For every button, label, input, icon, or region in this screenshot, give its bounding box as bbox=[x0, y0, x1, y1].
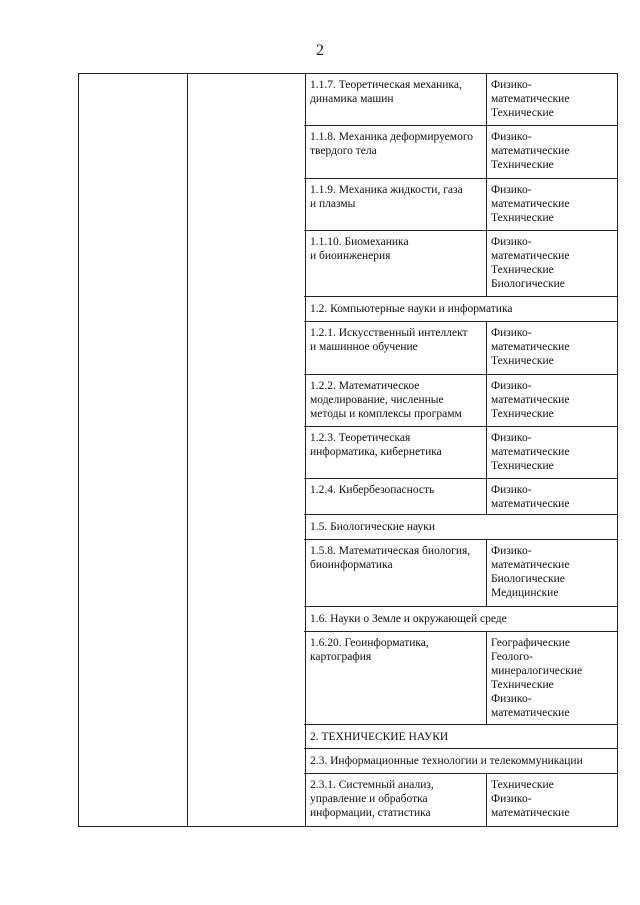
fields-divider bbox=[486, 631, 487, 724]
fields-divider bbox=[486, 321, 487, 374]
science-fields: Физико- математические Технические bbox=[491, 79, 570, 119]
section-header: 1.6. Науки о Земле и окружающей среде bbox=[310, 613, 507, 625]
fields-divider bbox=[486, 374, 487, 426]
section-header: 2. ТЕХНИЧЕСКИЕ НАУКИ bbox=[310, 731, 449, 743]
specialty-name: 1.2.2. Математическое моделирование, численные методы и комплексы программ bbox=[310, 380, 462, 420]
fields-divider bbox=[486, 539, 487, 606]
specialty-name: 1.2.1. Искусственный интеллект и машинное обучение bbox=[310, 327, 468, 353]
fields-divider bbox=[486, 230, 487, 296]
row-divider bbox=[304, 374, 617, 375]
fields-divider bbox=[486, 178, 487, 230]
column-divider-2 bbox=[305, 74, 306, 826]
science-fields: Физико- математические Технические bbox=[491, 380, 570, 420]
row-divider bbox=[304, 514, 617, 515]
fields-divider bbox=[486, 125, 487, 178]
science-fields: Физико- математические Биологические Медицинские bbox=[491, 545, 570, 599]
row-divider bbox=[304, 296, 617, 297]
section-header: 1.2. Компьютерные науки и информатика bbox=[310, 303, 513, 315]
specialty-name: 2.3.1. Системный анализ, управление и обработка информации, статистика bbox=[310, 779, 434, 819]
row-divider bbox=[304, 748, 617, 749]
science-fields: Физико- математические Технические bbox=[491, 184, 570, 224]
row-divider bbox=[304, 125, 617, 126]
row-divider bbox=[304, 478, 617, 479]
row-divider bbox=[304, 724, 617, 725]
row-divider bbox=[304, 321, 617, 322]
row-divider bbox=[304, 631, 617, 632]
specialty-name: 1.1.8. Механика деформируемого твердого тела bbox=[310, 131, 473, 157]
science-fields: Географические Геолого- минералогические Технические Физико- математические bbox=[491, 637, 583, 719]
science-fields: Технические Физико- математические bbox=[491, 779, 570, 819]
science-fields: Физико- математические Технические bbox=[491, 432, 570, 472]
specialty-name: 1.2.4. Кибербезопасность bbox=[310, 484, 435, 496]
science-fields: Физико- математические Технические bbox=[491, 327, 570, 367]
specialty-name: 1.1.9. Механика жидкости, газа и плазмы bbox=[310, 184, 463, 210]
science-fields: Физико- математические Технические Биологические bbox=[491, 236, 570, 290]
specialty-name: 1.2.3. Теоретическая информатика, кибернетика bbox=[310, 432, 442, 458]
row-divider bbox=[304, 178, 617, 179]
fields-divider bbox=[486, 426, 487, 478]
page-number: 2 bbox=[316, 42, 324, 59]
specialty-name: 1.1.10. Биомеханика и биоинженерия bbox=[310, 236, 409, 262]
row-divider bbox=[304, 426, 617, 427]
science-fields: Физико- математические Технические bbox=[491, 131, 570, 171]
fields-divider bbox=[486, 478, 487, 514]
column-divider-1 bbox=[187, 74, 188, 826]
row-divider bbox=[304, 773, 617, 774]
specialty-name: 1.5.8. Математическая биология, биоинформатика bbox=[310, 545, 471, 571]
section-header: 1.5. Биологические науки bbox=[310, 521, 436, 533]
fields-divider bbox=[486, 73, 487, 125]
specialty-name: 1.6.20. Геоинформатика, картография bbox=[310, 637, 429, 663]
row-divider bbox=[304, 606, 617, 607]
specialty-name: 1.1.7. Теоретическая механика, динамика машин bbox=[310, 79, 462, 105]
science-fields: Физико- математические bbox=[491, 484, 570, 510]
row-divider bbox=[304, 539, 617, 540]
section-header: 2.3. Информационные технологии и телекоммуникации bbox=[310, 755, 583, 767]
fields-divider bbox=[486, 773, 487, 827]
row-divider bbox=[304, 230, 617, 231]
